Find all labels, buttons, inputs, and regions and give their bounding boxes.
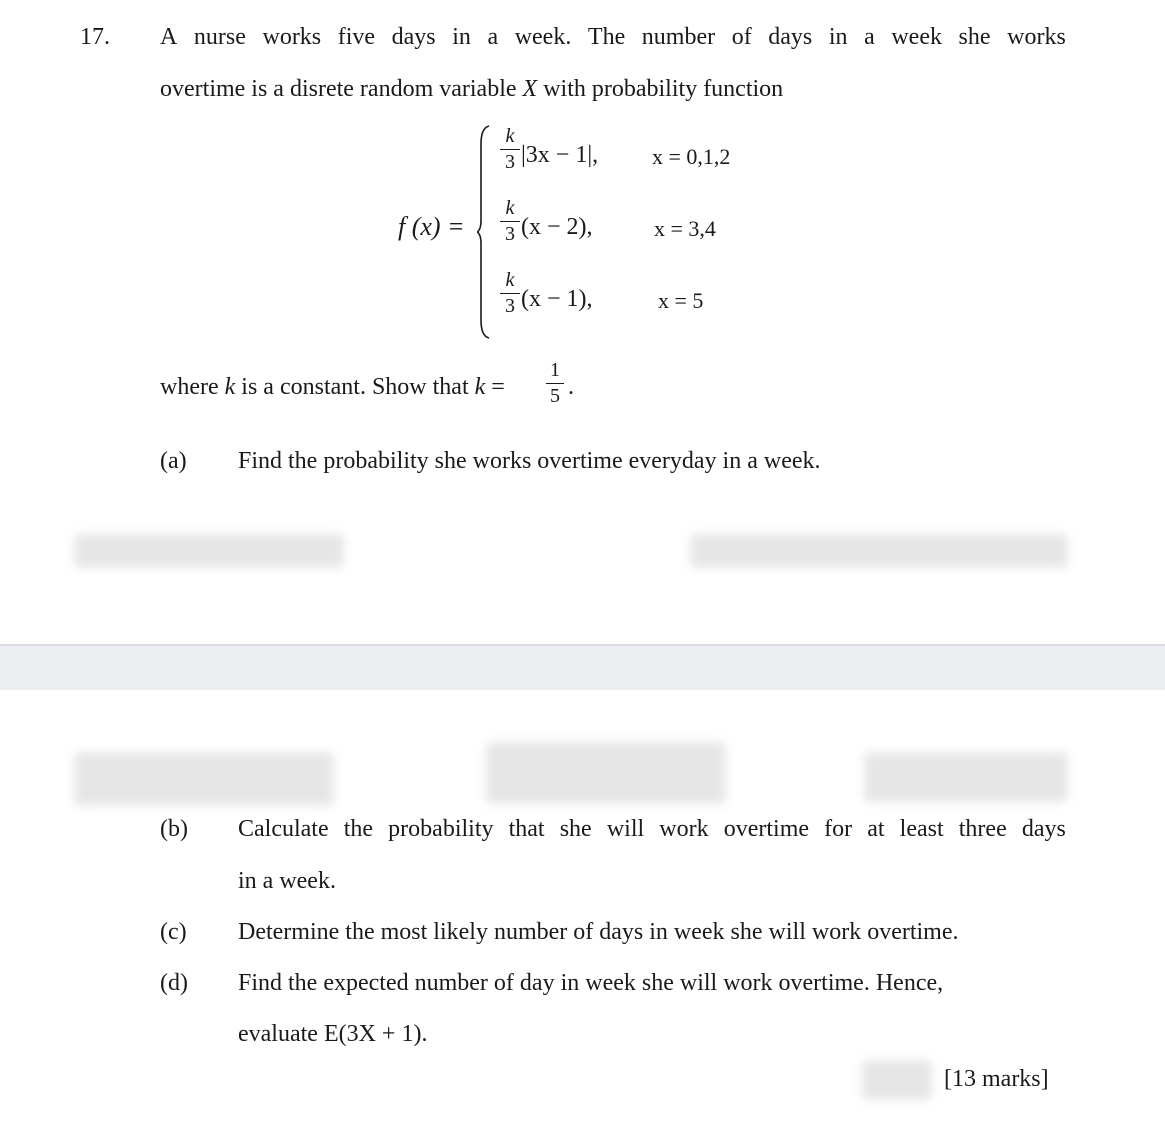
intro-word: of: [731, 24, 752, 50]
part-d-line-2: evaluate E(3X + 1).: [238, 1021, 428, 1047]
part-b-word: for: [824, 816, 853, 842]
part-b-word: work: [659, 816, 709, 842]
part-b-word: probability: [388, 816, 494, 842]
part-b-word: days: [1021, 816, 1066, 842]
marks-total: [13 marks]: [944, 1066, 1049, 1092]
intro-word: number: [641, 24, 716, 50]
part-a-label: (a): [160, 448, 187, 474]
part-b-word: will: [606, 816, 645, 842]
intro-word: days: [391, 24, 436, 50]
part-b-word: the: [343, 816, 374, 842]
question-number: 17.: [80, 24, 110, 50]
part-b-word: that: [508, 816, 545, 842]
part-a-text: Find the probability she works overtime everyday in a week.: [238, 448, 821, 474]
piece-coefficient: k 3: [500, 126, 520, 172]
redacted-region: [74, 752, 334, 806]
piece-expression: |3x − 1|,: [521, 142, 599, 168]
show-end: .: [568, 374, 574, 400]
part-c-text: Determine the most likely number of days in week she will work overtime.: [238, 919, 959, 945]
part-b-line-2: in a week.: [238, 868, 336, 894]
left-brace-icon: [477, 124, 491, 340]
constant-k: k: [224, 374, 236, 400]
piece-coefficient: k 3: [500, 198, 520, 244]
intro-word: works: [262, 24, 322, 50]
k-denominator: 5: [550, 385, 560, 407]
constant-k: k: [474, 374, 486, 400]
intro-word: The: [587, 24, 626, 50]
part-b-word: three: [958, 816, 1007, 842]
redacted-region: [486, 742, 726, 804]
redacted-region: [74, 534, 344, 568]
intro-word: week.: [514, 24, 572, 50]
intro-word: works: [1007, 24, 1066, 50]
redacted-region: [864, 752, 1068, 802]
piece-expression: (x − 2),: [521, 214, 593, 240]
part-d-label: (d): [160, 970, 188, 996]
part-b-word: overtime: [723, 816, 810, 842]
intro-word: she: [958, 24, 991, 50]
piece-condition: x = 3,4: [654, 216, 716, 241]
intro-word: A: [160, 24, 178, 50]
function-lhs: f (x) =: [398, 212, 465, 241]
intro-word: in: [452, 24, 471, 50]
intro-line-1: [160, 24, 1066, 51]
part-c-label: (c): [160, 919, 187, 945]
part-b-label: (b): [160, 816, 188, 842]
k-numerator: 1: [550, 359, 560, 381]
intro-word: week: [891, 24, 942, 50]
show-line: where k is a constant. Show that k =: [160, 374, 505, 400]
piece-expression: (x − 1),: [521, 286, 593, 312]
intro-word: a: [487, 24, 499, 50]
variable-x: X: [522, 76, 538, 102]
page-divider: [0, 644, 1165, 690]
redacted-region: [862, 1060, 932, 1100]
part-b-word: at: [867, 816, 885, 842]
k-value-fraction: [546, 360, 564, 406]
part-b-word: she: [559, 816, 592, 842]
intro-word: a: [864, 24, 875, 50]
part-b-word: Calculate: [238, 816, 329, 842]
intro-word: in: [828, 24, 848, 50]
part-b-word: least: [899, 816, 944, 842]
redacted-region: [690, 534, 1068, 568]
part-b-line-1: [238, 816, 1066, 843]
intro-word: days: [768, 24, 813, 50]
piece-condition: x = 5: [658, 288, 704, 313]
piece-coefficient: k 3: [500, 270, 520, 316]
piece-condition: x = 0,1,2: [652, 144, 731, 169]
part-d-line-1: Find the expected number of day in week she will work overtime. Hence,: [238, 970, 944, 996]
intro-line-2: overtime is a disrete random variable X with probability function: [160, 76, 784, 102]
intro-word: nurse: [193, 24, 246, 50]
intro-word: five: [337, 24, 376, 50]
